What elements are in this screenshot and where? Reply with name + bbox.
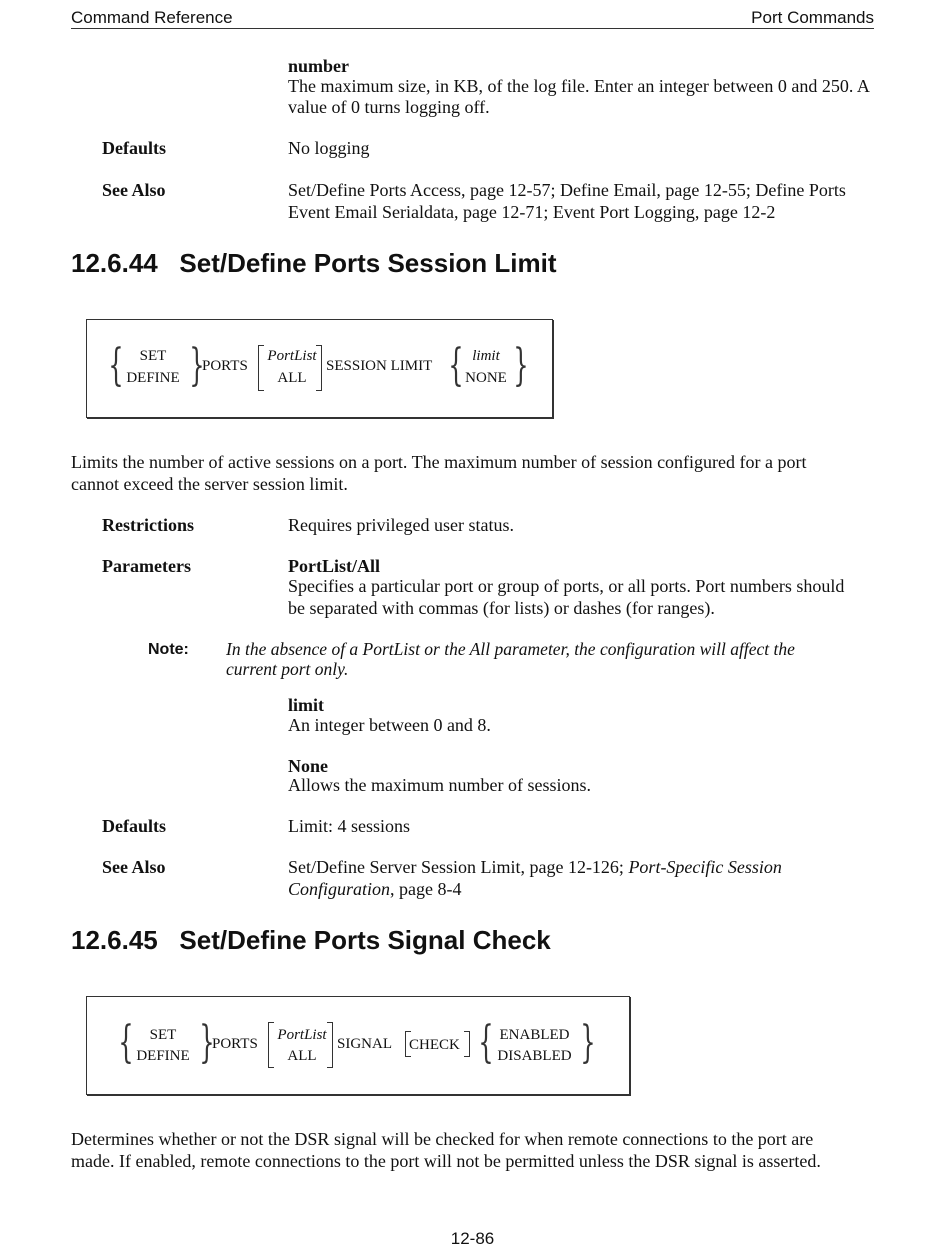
restrictions-value: Requires privileged user status. (288, 515, 514, 535)
see-also-line-2 (288, 879, 462, 900)
syntax-none: NONE (465, 370, 507, 386)
param-portlist-line-2: be separated with commas (for lists) or dashes (for ranges). (288, 598, 715, 618)
parameters-label: Parameters (102, 556, 191, 576)
syntax-all: ALL (287, 1048, 317, 1064)
param-none-desc: Allows the maximum number of sessions. (288, 775, 591, 795)
see-also-label: See Also (102, 180, 166, 200)
right-bracket-icon (464, 1031, 470, 1057)
see-also-label: See Also (102, 857, 166, 877)
see-also-plain-2: , page 8-4 (390, 879, 462, 899)
note-label: Note: (148, 641, 189, 658)
left-brace-icon: { (108, 340, 124, 391)
syntax-portlist: PortList (277, 1027, 327, 1043)
syntax-box-signal-check (86, 996, 630, 1095)
restrictions-label: Restrictions (102, 515, 194, 535)
section-heading-session-limit: 12.6.44 Set/Define Ports Session Limit (71, 248, 557, 278)
left-brace-icon: { (448, 340, 464, 391)
defaults-label: Defaults (102, 816, 166, 836)
syntax-define: DEFINE (126, 370, 180, 386)
right-bracket-icon (316, 345, 322, 391)
syntax-session-limit: SESSION LIMIT (326, 358, 433, 374)
intro-session-limit-2: cannot exceed the server session limit. (71, 474, 348, 494)
see-also-plain-1: Set/Define Server Session Limit, page 12-126; (288, 857, 629, 877)
param-number-desc: The maximum size, in KB, of the log file. Enter an integer between 0 and 250. A value of 0 turns logging off. (288, 76, 869, 117)
param-none-name: None (288, 756, 328, 776)
page-number: 12-86 (450, 1229, 495, 1248)
right-brace-icon: } (513, 340, 529, 391)
defaults-value: No logging (288, 138, 370, 158)
see-also-italic-1: Port-Specific Session (628, 857, 782, 877)
see-also-line-1 (288, 857, 782, 878)
syntax-ports: PORTS (212, 1036, 258, 1052)
syntax-signal: SIGNAL (337, 1036, 392, 1052)
syntax-set: SET (139, 348, 167, 364)
intro-session-limit-1: Limits the number of active sessions on a port. The maximum number of session configured for a port (71, 452, 807, 472)
syntax-ports: PORTS (202, 358, 248, 374)
intro-signal-check-2: made. If enabled, remote connections to the port will not be permitted unless the DSR signal is asserted. (71, 1151, 821, 1171)
syntax-define: DEFINE (136, 1048, 190, 1064)
syntax-all: ALL (277, 370, 307, 386)
syntax-enabled: ENABLED (499, 1027, 570, 1043)
note-line-2: current port only. (226, 659, 349, 679)
right-bracket-icon (327, 1022, 333, 1068)
see-also-line-2: Event Email Serialdata, page 12-71; Event Port Logging, page 12-2 (288, 202, 776, 222)
section-heading-signal-check: 12.6.45 Set/Define Ports Signal Check (71, 925, 551, 955)
defaults-value: Limit: 4 sessions (288, 816, 411, 836)
right-brace-icon: } (580, 1017, 596, 1068)
syntax-disabled: DISABLED (497, 1048, 572, 1064)
header-rule (71, 28, 874, 29)
param-portlist-name: PortList/All (288, 556, 380, 576)
syntax-box-session-limit (86, 319, 553, 418)
param-number-name: number (288, 56, 350, 76)
right-brace-icon: } (199, 1017, 215, 1068)
param-portlist-line-1: Specifies a particular port or group of ports, or all ports. Port numbers should (288, 576, 845, 596)
syntax-portlist: PortList (267, 348, 317, 364)
header-left: Command Reference (71, 8, 233, 27)
header-right: Port Commands (751, 8, 874, 27)
see-also-line-1: Set/Define Ports Access, page 12-57; Define Email, page 12-55; Define Ports (288, 180, 846, 200)
param-limit-desc: An integer between 0 and 8. (288, 715, 491, 735)
left-brace-icon: { (478, 1017, 494, 1068)
right-brace-icon: } (189, 340, 205, 391)
syntax-set: SET (149, 1027, 177, 1043)
left-brace-icon: { (118, 1017, 134, 1068)
syntax-check: CHECK (409, 1037, 460, 1053)
syntax-limit: limit (472, 348, 500, 364)
see-also-italic-2: Configuration (288, 879, 391, 899)
note-line-1: In the absence of a PortList or the All parameter, the configuration will affect the (226, 639, 795, 659)
param-limit-name: limit (288, 695, 324, 715)
intro-signal-check-1: Determines whether or not the DSR signal will be checked for when remote connections to the port are (71, 1129, 814, 1149)
defaults-label: Defaults (102, 138, 166, 158)
